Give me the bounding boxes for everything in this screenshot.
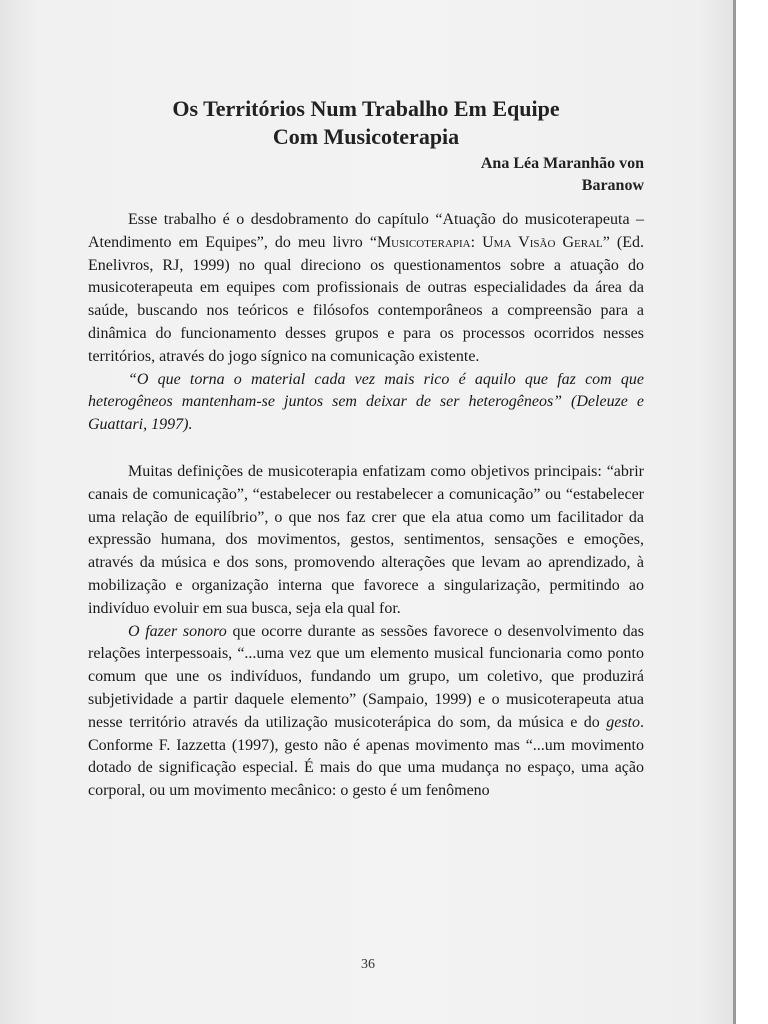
author-line-2: Baranow — [581, 177, 644, 194]
paragraph-definitions: Muitas definições de musicoterapia enfatizam como objetivos principais: “abrir canais de comunicação”, “estabelecer ou restabelecer a comunicação” ou “estabelecer uma relação de equilíbrio”, o que nos faz crer que ela atua como um facilitador da expressão humana, dos movimentos, gestos, sentimentos, sensações e emoções, através da música e dos sons, promovendo alterações que levam ao aprendizado, à mobilização e organização interna que favorece a singularização, permitindo ao indivíduo evoluir em sua busca, seja ela qual for. — [88, 462, 644, 617]
paragraph-fazer-sonoro — [88, 621, 644, 803]
page-edge — [733, 0, 736, 1024]
title-line-2: Com Musicoterapia — [272, 124, 460, 149]
paragraph-gap — [88, 437, 644, 461]
intro-text-a: Esse trabalho é o desdobramento do capítulo “Atuação do musicoterapeuta – Atendimento em Equipes”, do meu livro “ — [88, 211, 644, 251]
page-number: 36 — [361, 957, 375, 972]
book-title: Musicoterapia: Uma Visão Geral — [376, 233, 603, 251]
fazer-sonoro-text-a: que ocorre durante as sessões favorece o desenvolvimento das relações interpessoais, “...uma vez que um elemento musical funcionaria como ponto comum que une os indivíduos, fundando um grupo, um coletivo, que produzirá subjetividade a partir daquele elemento” (Sampaio, 1999) e o musicoterapeuta atua nesse território através da utilização musicoterápica do som, da música e do — [88, 622, 644, 731]
epigraph-quote: “O que torna o material cada vez mais rico é aquilo que faz com que heterogêneos mantenham-se juntos sem deixar de ser heterogêneos” (Deleuze e Guattari, 1997). — [88, 370, 644, 434]
term-gesto: gesto — [606, 713, 640, 731]
paragraph-intro — [88, 209, 644, 369]
article-title — [88, 95, 644, 151]
page-content — [88, 95, 644, 803]
term-fazer-sonoro: O fazer sonoro — [128, 622, 227, 640]
intro-text-b: ” (Ed. Enelivros, RJ, 1999) no qual direciono os questionamentos sobre a atuação do musicoterapeuta em equipes com profissionais de outras especialidades da área da saúde, buscando nos teóricos e filósofos contemporâneos a compreensão para a dinâmica do funcionamento desses grupos e para os processos ocorridos nesses territórios, através do jogo sígnico na comunicação existente. — [88, 233, 645, 365]
title-line-1: Os Territórios Num Trabalho Em Equipe — [172, 96, 560, 121]
article-body — [88, 209, 644, 803]
fazer-sonoro-text-b: . Conforme F. Iazzetta (1997), gesto não é apenas movimento mas “...um movimento dotado de significação especial. É mais do que uma mudança no espaço, uma ação corporal, ou um movimento mecânico: o gesto é um fenômeno — [88, 713, 644, 800]
author-name — [88, 153, 644, 197]
author-line-1: Ana Léa Maranhão von — [480, 155, 644, 172]
